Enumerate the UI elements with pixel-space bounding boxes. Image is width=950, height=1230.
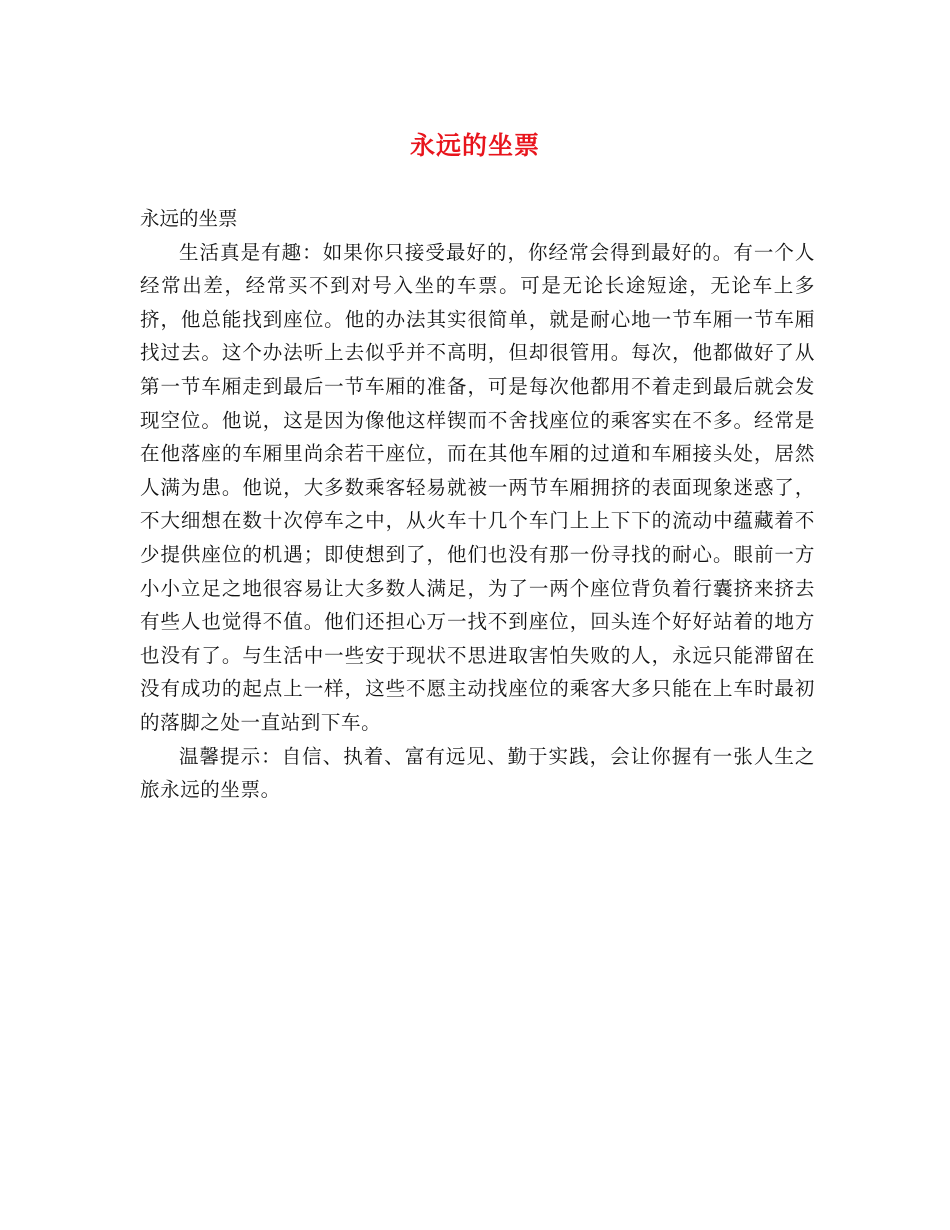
document-title: 永远的坐票 (409, 131, 540, 160)
document-subheading: 永远的坐票 (140, 207, 238, 230)
body-paragraph-2: 温馨提示：自信、执着、富有远见、勤于实践，会让你握有一张人生之旅永远的坐票。 (140, 744, 815, 802)
document-body (140, 202, 815, 807)
body-paragraph-1: 生活真是有趣：如果你只接受最好的，你经常会得到最好的。有一个人经常出差，经常买不到对号入坐的车票。可是无论长途短途，无论车上多挤，他总能找到座位。他的办法其实很简单，就是耐心地一节车厢一节车厢找过去。这个办法听上去似乎并不高明，但却很管用。每次，他都做好了从第一节车厢走到最后一节车厢的准备，可是每次他都用不着走到最后就会发现空位。他说，这是因为像他这样锲而不舍找座位的乘客实在不多。经常是在他落座的车厢里尚余若干座位，而在其他车厢的过道和车厢接头处，居然人满为患。他说，大多数乘客轻易就被一两节车厢拥挤的表面现象迷惑了，不大细想在数十次停车之中，从火车十几个车门上上下下的流动中蕴藏着不少提供座位的机遇；即使想到了，他们也没有那一份寻找的耐心。眼前一方小小立足之地很容易让大多数人满足，为了一两个座位背负着行囊挤来挤去有些人也觉得不值。他们还担心万一找不到座位，回头连个好好站着的地方也没有了。与生活中一些安于现状不思进取害怕失败的人，永远只能滞留在没有成功的起点上一样，这些不愿主动找座位的乘客大多只能在上车时最初的落脚之处一直站到下车。 (140, 240, 815, 734)
